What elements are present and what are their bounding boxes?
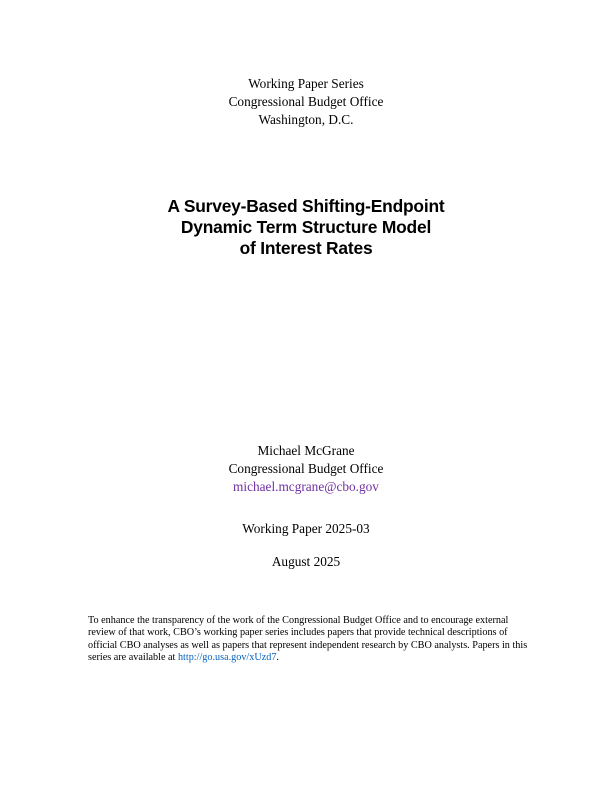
title-line-3: of Interest Rates: [239, 238, 373, 258]
paper-title: [0, 196, 612, 259]
series-url-link[interactable]: http://go.usa.gov/xUzd7: [177, 652, 277, 664]
author-email-link[interactable]: michael.mcgrane@cbo.gov: [233, 479, 379, 494]
title-line-2: Dynamic Term Structure Model: [180, 217, 432, 237]
title-line-1: A Survey-Based Shifting-Endpoint: [167, 196, 445, 216]
disclaimer-line-4-prefix: series are available at: [88, 652, 178, 664]
author-info: [0, 442, 612, 496]
disclaimer-line-4: [88, 652, 528, 664]
office-location: Washington, D.C.: [258, 112, 354, 127]
disclaimer-line-4-suffix: .: [276, 652, 279, 664]
office-name: Congressional Budget Office: [228, 94, 384, 109]
disclaimer-line-1: To enhance the transparency of the work of the Congressional Budget Office and to encourage external: [88, 615, 509, 626]
paper-date: August 2025: [271, 554, 341, 569]
disclaimer-paragraph: [88, 615, 528, 665]
series-header: [0, 75, 612, 129]
author-name: Michael McGrane: [257, 443, 355, 458]
disclaimer-line-2: review of that work, CBO’s working paper series includes papers that provide technical descriptions of: [88, 627, 508, 639]
paper-number: Working Paper 2025-03: [242, 521, 370, 536]
author-affiliation: Congressional Budget Office: [228, 461, 384, 476]
series-name: Working Paper Series: [248, 76, 364, 91]
disclaimer-line-3: official CBO analyses as well as papers that represent independent research by CBO analysts. Papers in this: [88, 639, 528, 651]
